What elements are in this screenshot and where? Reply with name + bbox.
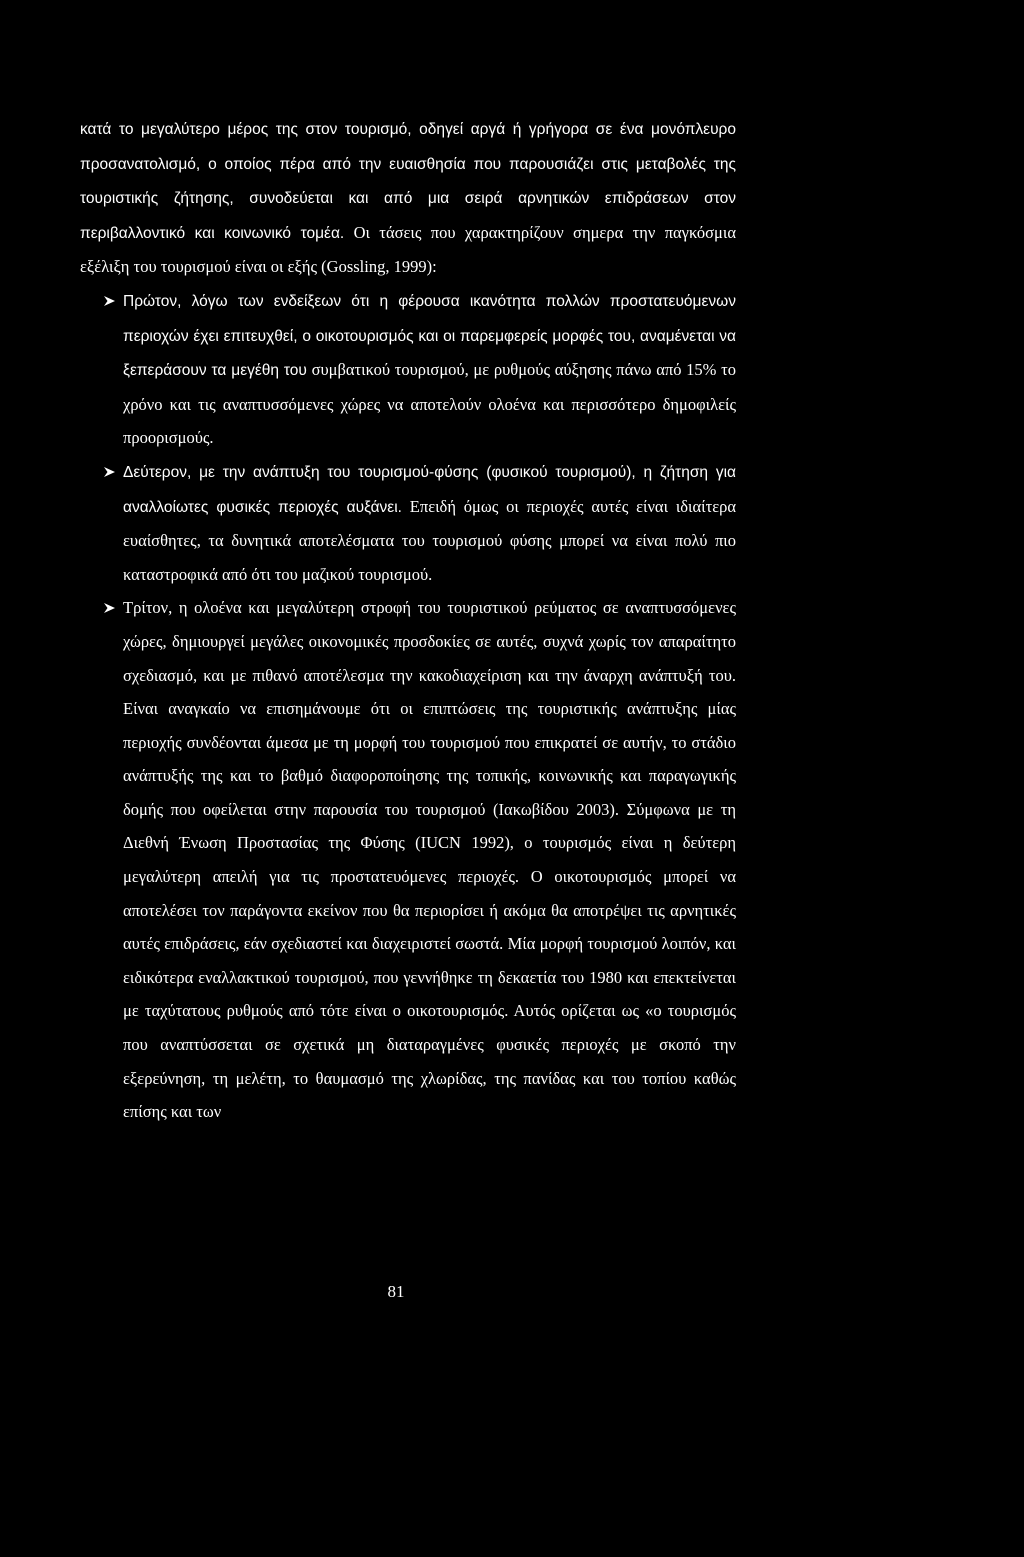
intro-text-part2: Οι τάσεις που χαρακτηρίζουν σημερα την παγκόσμια εξέλιξη του τουρισμού είναι οι εξής (Gossling, 1999): (80, 222, 736, 277)
list-item-third (80, 591, 736, 1129)
list-item-third-text: Τρίτον, η ολοένα και μεγαλύτερη στροφή του τουριστικού ρεύματος σε αναπτυσσόμενες χώρες, δημιουργεί μεγάλες οικονομικές προσδοκίες σε αυτές, συχνά χωρίς τον απαραίτητο σχεδιασμό, και με πιθανό αποτέλεσμα την κακοδιαχείριση και την άναρχη ανάπτυξή του. Είναι αναγκαίο να επισημάνουμε ότι οι επιπτώσεις της τουριστικής ανάπτυξης μίας περιοχής συνδέονται άμεσα με τη μορφή του τουρισμού που επικρατεί σε αυτήν, το στάδιο ανάπτυξής της και το βαθμό διαφοροποίησης της τοπικής, κοινωνικής και παραγωγικής δομής που οφείλεται στην παρουσία του τουρισμού (Ιακωβίδου 2003). Σύμφωνα με τη Διεθνή Ένωση Προστασίας της Φύσης (IUCN 1992), ο τουρισμός είναι η δεύτερη μεγαλύτερη απειλή για τις προστατευόμενες περιοχές. Ο οικοτουρισμός μπορεί να αποτελέσει τον παράγοντα εκείνον που θα περιορίσει ή ακόμα θα αποτρέψει τις αρνητικές αυτές επιδράσεις, εάν σχεδιαστεί και διαχειριστεί σωστά. Μία μορφή τουρισμού λοιπόν, και ειδικότερα εναλλακτικού τουρισμού, που γεννήθηκε τη δεκαετία του 1980 και επεκτείνεται με ταχύτατους ρυθμούς από τότε είναι ο οικοτουρισμός. Αυτός ορίζεται ως «ο τουρισμός που αναπτύσσεται σε σχετικά μη διαταραγμένες φυσικές περιοχές με σκοπό την εξερεύνηση, τη μελέτη, το θαυμασμό της χλωρίδας, της πανίδας και του τοπίου καθώς επίσης και των (123, 598, 736, 1122)
list-item-second-text-cont: Επειδή όμως οι περιοχές αυτές είναι ιδιαίτερα ευαίσθητες, τα δυνητικά αποτελέσματα του τουρισμού φύσης μπορεί να είναι πολύ πιο καταστροφικά από ότι του μαζικού τουρισμού. (123, 496, 737, 584)
arrowhead-bullet-icon (102, 591, 116, 625)
arrowhead-bullet-icon (102, 455, 116, 489)
list-item-first (80, 284, 736, 455)
arrowhead-bullet-icon (102, 284, 116, 318)
list-item-first-text-cont: συμβατικού τουρισμού, με ρυθμούς αύξησης πάνω από 15% το χρόνο και τις αναπτυσσόμενες χώρες να αποτελούν ολοένα και περισσότερο δημοφιλείς προορισμούς. (123, 360, 736, 448)
intro-paragraph (80, 112, 736, 284)
list-item-second (80, 455, 736, 591)
list-item-second-text: Δεύτερον, με την ανάπτυξη του τουρισμού-φύσης (φυσικού τουρισμού), η ζήτηση για αναλλοίωτες φυσικές περιοχές αυξάνει. (123, 463, 736, 516)
intro-text-part1: κατά το μεγαλύτερο μέρος της στον τουρισμό, οδηγεί αργά ή γρήγορα σε ένα μονόπλευρο προσανατολισμό, ο οποίος πέρα από την ευαισθησία που παρουσιάζει στις μεταβολές της τουριστικής ζήτησης, συνοδεύεται και από μια σειρά αρνητικών επιδράσεων στον περιβαλλοντικό και κοινωνικό τομέα. (80, 121, 736, 242)
list-item-first-text: Πρώτον, λόγω των ενδείξεων ότι η φέρουσα ικανότητα πολλών προστατευόμενων περιοχών έχει επιτευχθεί, ο οικοτουρισμός και οι παρεμφερείς μορφές του, αναμένεται να ξεπεράσουν τα μεγέθη του (123, 292, 736, 380)
page-number: 81 (387, 1282, 405, 1301)
trend-list (80, 284, 736, 1129)
body-text (80, 112, 736, 1129)
